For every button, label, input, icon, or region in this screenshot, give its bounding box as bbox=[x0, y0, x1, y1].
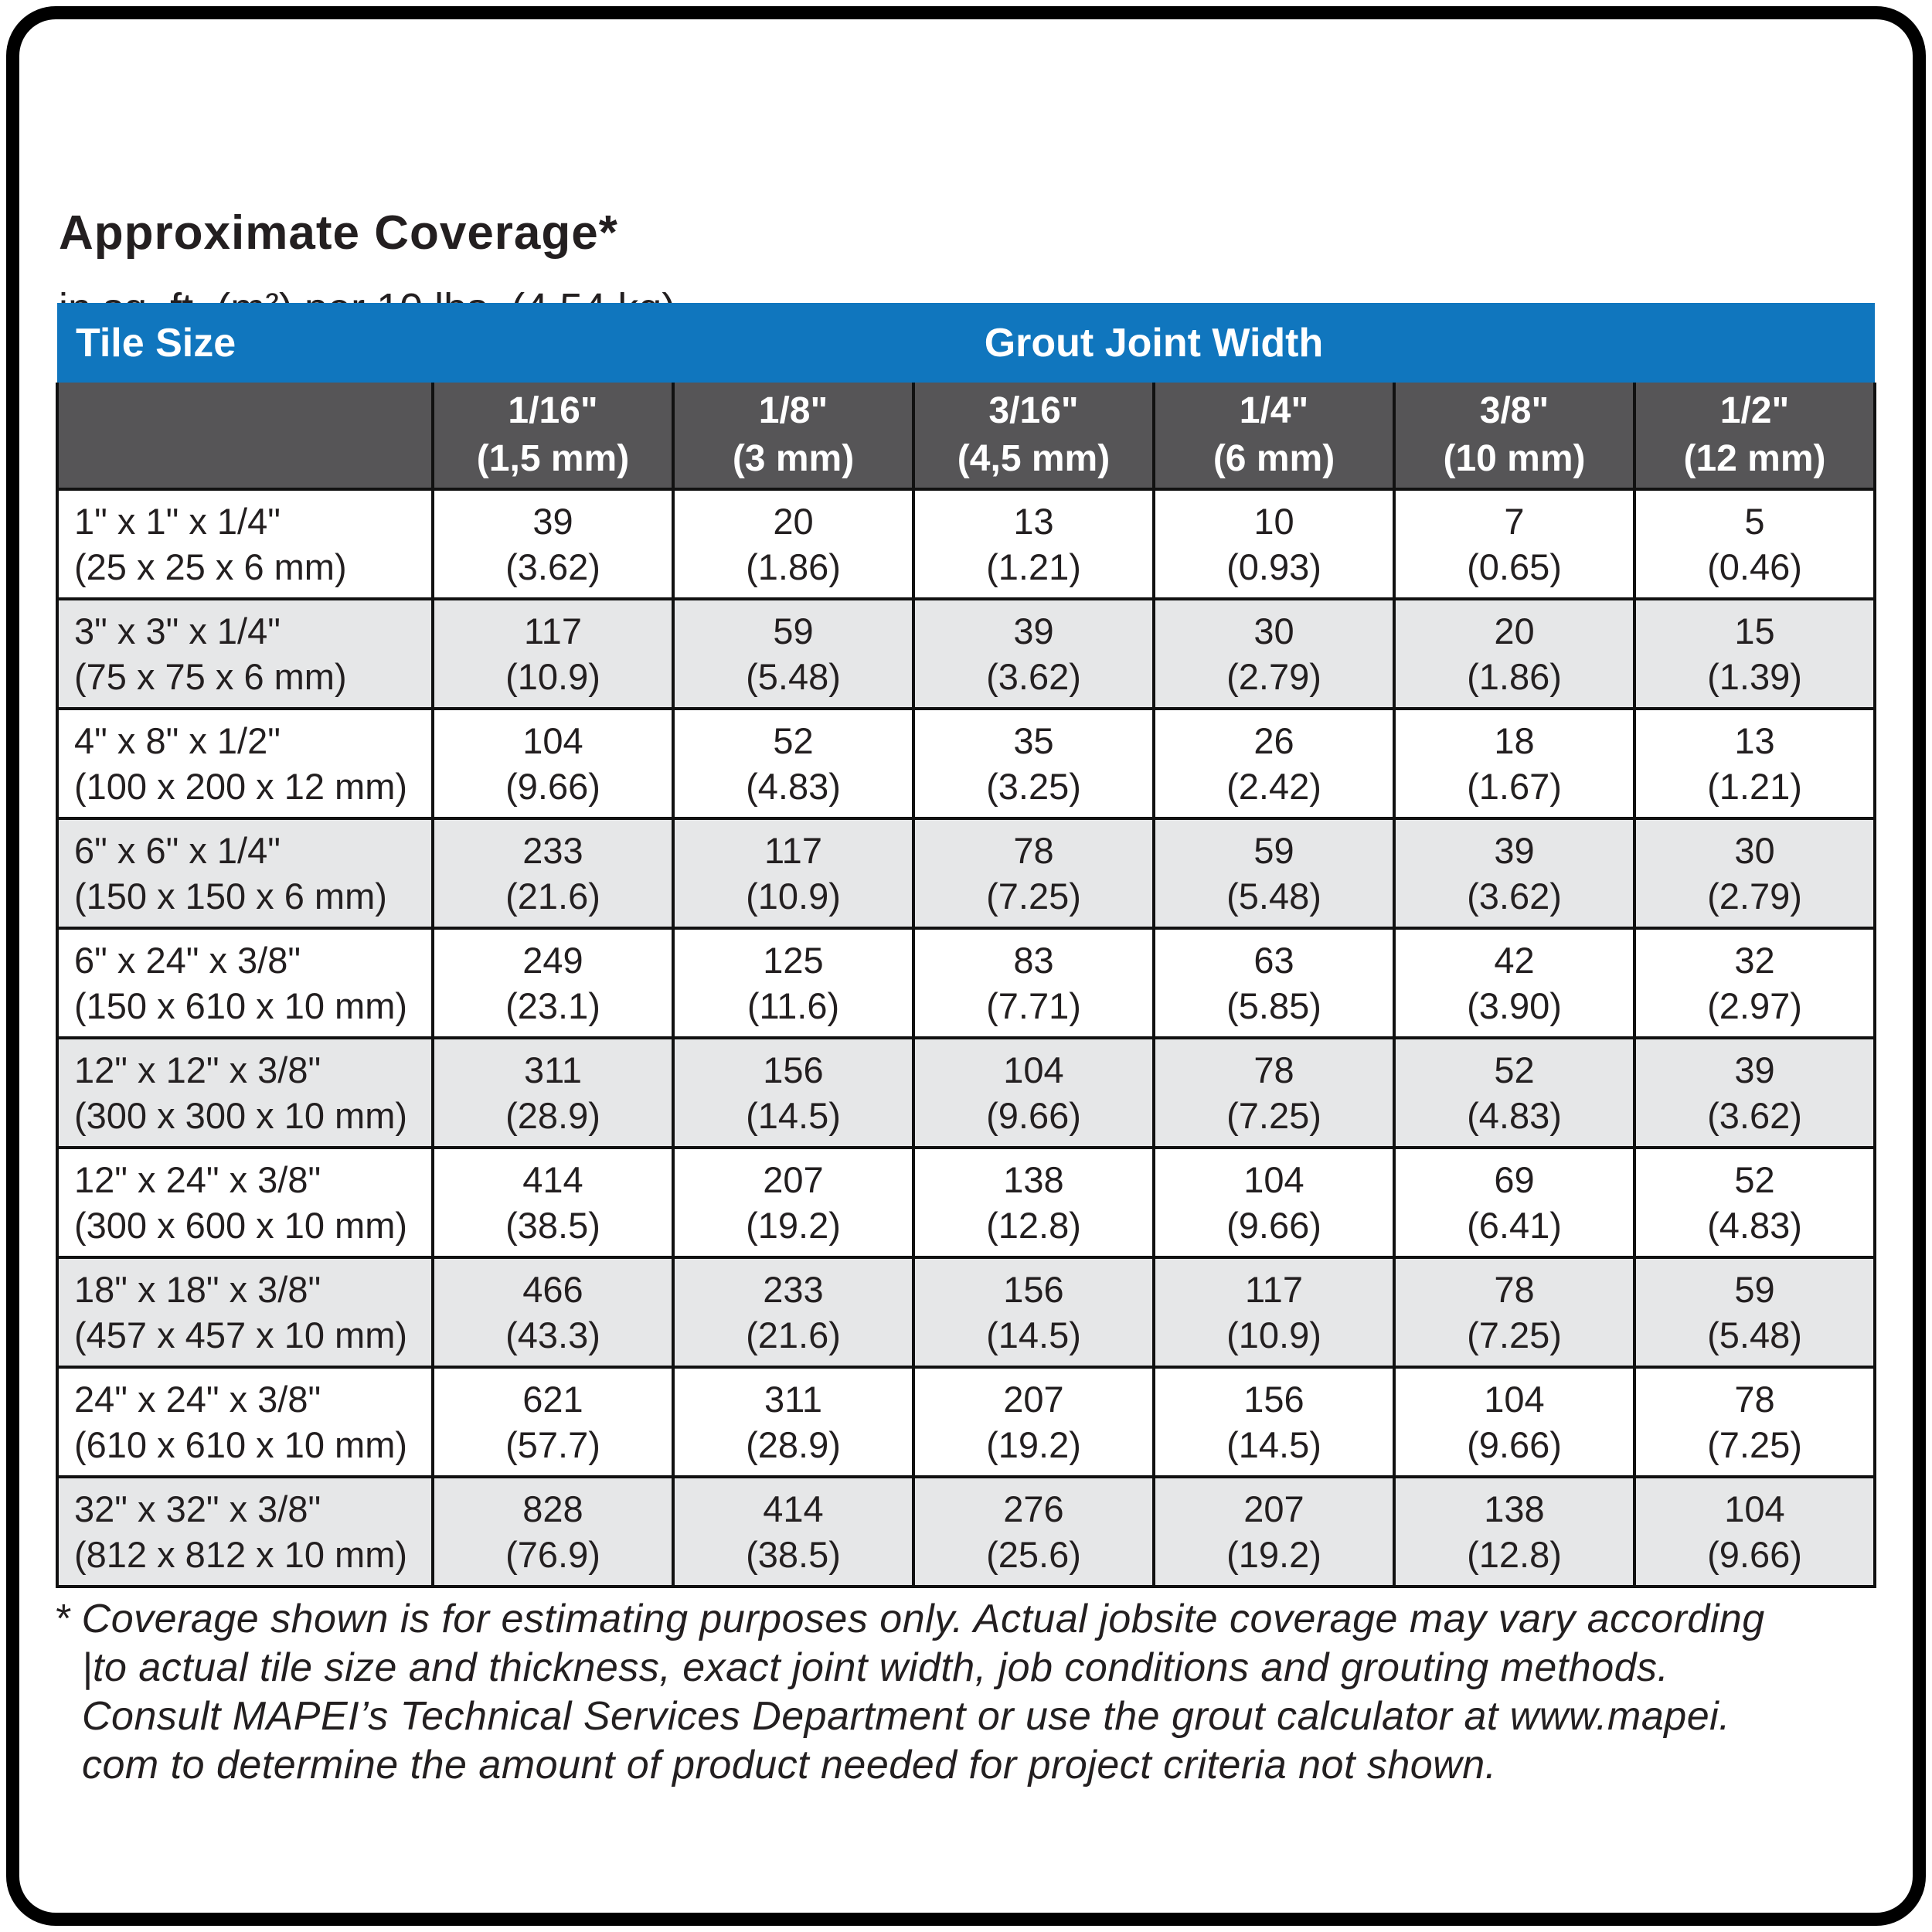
coverage-cell bbox=[1634, 1257, 1875, 1367]
tile-size-metric: (100 x 200 x 12 mm) bbox=[74, 766, 408, 807]
coverage-sqft: 233 bbox=[522, 830, 583, 871]
tile-size-inches: 24" x 24" x 3/8" bbox=[74, 1379, 321, 1420]
coverage-sqft: 156 bbox=[1243, 1379, 1304, 1420]
coverage-cell bbox=[673, 709, 913, 818]
joint-width-column-1-4 bbox=[1154, 383, 1394, 489]
footnote bbox=[54, 1595, 1893, 1790]
tile-size-metric: (25 x 25 x 6 mm) bbox=[74, 546, 347, 587]
table-row bbox=[57, 928, 1875, 1038]
joint-width-metric: (1,5 mm) bbox=[476, 438, 630, 479]
coverage-sqft: 42 bbox=[1494, 940, 1535, 981]
coverage-m2: (7.25) bbox=[1226, 1095, 1321, 1136]
coverage-sqft: 104 bbox=[522, 720, 583, 761]
coverage-m2: (10.9) bbox=[505, 656, 600, 697]
coverage-cell bbox=[433, 599, 673, 709]
footnote-line: com to determine the amount of product needed for project criteria not shown. bbox=[82, 1743, 1497, 1787]
coverage-m2: (3.62) bbox=[986, 656, 1081, 697]
coverage-sqft: 117 bbox=[1245, 1269, 1303, 1310]
coverage-sqft: 104 bbox=[1724, 1488, 1785, 1529]
coverage-m2: (9.66) bbox=[505, 766, 600, 807]
joint-width-column-1-8 bbox=[673, 383, 913, 489]
coverage-sqft: 59 bbox=[1253, 830, 1294, 871]
coverage-m2: (3.62) bbox=[1467, 876, 1562, 917]
coverage-m2: (1.86) bbox=[1467, 656, 1562, 697]
coverage-m2: (7.71) bbox=[986, 985, 1081, 1026]
coverage-sqft: 104 bbox=[1484, 1379, 1545, 1420]
coverage-m2: (7.25) bbox=[1707, 1424, 1802, 1465]
coverage-m2: (14.5) bbox=[746, 1095, 841, 1136]
coverage-m2: (12.8) bbox=[986, 1205, 1081, 1246]
coverage-sqft: 311 bbox=[764, 1379, 822, 1420]
coverage-cell bbox=[1154, 1367, 1394, 1477]
coverage-sqft: 52 bbox=[1734, 1159, 1775, 1200]
coverage-m2: (14.5) bbox=[1226, 1424, 1321, 1465]
coverage-m2: (1.21) bbox=[1707, 766, 1802, 807]
coverage-cell bbox=[1634, 1038, 1875, 1148]
coverage-m2: (28.9) bbox=[746, 1424, 841, 1465]
joint-width-metric: (10 mm) bbox=[1443, 438, 1586, 479]
tile-size-cell bbox=[57, 1148, 433, 1257]
table-row bbox=[57, 599, 1875, 709]
tile-size-metric: (457 x 457 x 10 mm) bbox=[74, 1315, 408, 1355]
coverage-cell bbox=[1394, 1257, 1634, 1367]
table-header-row bbox=[57, 303, 1875, 383]
coverage-sqft: 69 bbox=[1494, 1159, 1535, 1200]
coverage-cell bbox=[433, 709, 673, 818]
coverage-m2: (4.83) bbox=[746, 766, 841, 807]
coverage-cell bbox=[1394, 818, 1634, 928]
tile-size-metric: (75 x 75 x 6 mm) bbox=[74, 656, 347, 697]
coverage-m2: (1.86) bbox=[746, 546, 841, 587]
coverage-cell bbox=[1154, 1038, 1394, 1148]
joint-width-column-1-16 bbox=[433, 383, 673, 489]
coverage-cell bbox=[913, 489, 1154, 599]
coverage-m2: (3.90) bbox=[1467, 985, 1562, 1026]
coverage-cell bbox=[433, 818, 673, 928]
coverage-cell bbox=[1154, 928, 1394, 1038]
coverage-m2: (10.9) bbox=[1226, 1315, 1321, 1355]
tile-size-cell bbox=[57, 489, 433, 599]
table-row bbox=[57, 1477, 1875, 1587]
coverage-sqft: 30 bbox=[1734, 830, 1775, 871]
tile-size-metric: (300 x 300 x 10 mm) bbox=[74, 1095, 408, 1136]
coverage-sqft: 59 bbox=[773, 611, 814, 651]
tile-size-inches: 1" x 1" x 1/4" bbox=[74, 501, 281, 542]
coverage-sqft: 207 bbox=[1243, 1488, 1304, 1529]
subheader-spacer bbox=[57, 383, 433, 489]
coverage-sqft: 83 bbox=[1013, 940, 1054, 981]
coverage-sqft: 276 bbox=[1003, 1488, 1064, 1529]
footnote-line: * Coverage shown is for estimating purposes only. Actual jobsite coverage may vary according bbox=[54, 1597, 1765, 1641]
coverage-table-wrap bbox=[56, 303, 1876, 1588]
table-row bbox=[57, 489, 1875, 599]
coverage-cell bbox=[433, 1477, 673, 1587]
coverage-m2: (2.97) bbox=[1707, 985, 1802, 1026]
coverage-cell bbox=[913, 1038, 1154, 1148]
coverage-sqft: 39 bbox=[1013, 611, 1054, 651]
coverage-cell bbox=[1394, 928, 1634, 1038]
coverage-sqft: 20 bbox=[1494, 611, 1535, 651]
coverage-m2: (2.79) bbox=[1226, 656, 1321, 697]
coverage-cell bbox=[1634, 599, 1875, 709]
table-row bbox=[57, 709, 1875, 818]
coverage-sqft: 117 bbox=[524, 611, 582, 651]
coverage-m2: (6.41) bbox=[1467, 1205, 1562, 1246]
coverage-sqft: 32 bbox=[1734, 940, 1775, 981]
joint-width-column-3-8 bbox=[1394, 383, 1634, 489]
coverage-cell bbox=[1394, 599, 1634, 709]
coverage-sqft: 13 bbox=[1734, 720, 1775, 761]
coverage-m2: (38.5) bbox=[746, 1534, 841, 1575]
coverage-m2: (5.85) bbox=[1226, 985, 1321, 1026]
coverage-sqft: 414 bbox=[522, 1159, 583, 1200]
coverage-m2: (0.46) bbox=[1707, 546, 1802, 587]
coverage-m2: (10.9) bbox=[746, 876, 841, 917]
coverage-m2: (7.25) bbox=[1467, 1315, 1562, 1355]
coverage-cell bbox=[673, 1477, 913, 1587]
coverage-cell bbox=[433, 489, 673, 599]
coverage-m2: (0.65) bbox=[1467, 546, 1562, 587]
joint-width-inches: 1/16" bbox=[508, 390, 598, 431]
footnote-line: Consult MAPEI’s Technical Services Department or use the grout calculator at www.mapei. bbox=[82, 1694, 1731, 1739]
coverage-m2: (76.9) bbox=[505, 1534, 600, 1575]
coverage-cell bbox=[1154, 818, 1394, 928]
table-row bbox=[57, 818, 1875, 928]
coverage-table bbox=[56, 303, 1876, 1588]
coverage-cell bbox=[913, 1367, 1154, 1477]
coverage-m2: (57.7) bbox=[505, 1424, 600, 1465]
tile-size-header: Tile Size bbox=[57, 303, 433, 383]
tile-size-inches: 12" x 12" x 3/8" bbox=[74, 1049, 321, 1090]
coverage-sqft: 78 bbox=[1013, 830, 1054, 871]
joint-width-inches: 3/16" bbox=[988, 390, 1079, 431]
coverage-sqft: 39 bbox=[1494, 830, 1535, 871]
coverage-cell bbox=[1394, 709, 1634, 818]
coverage-m2: (25.6) bbox=[986, 1534, 1081, 1575]
page-title: Approximate Coverage* bbox=[59, 206, 618, 260]
coverage-sqft: 15 bbox=[1734, 611, 1775, 651]
coverage-m2: (2.42) bbox=[1226, 766, 1321, 807]
tile-size-cell bbox=[57, 1367, 433, 1477]
coverage-cell bbox=[673, 1148, 913, 1257]
coverage-m2: (11.6) bbox=[747, 985, 840, 1026]
tile-size-inches: 32" x 32" x 3/8" bbox=[74, 1488, 321, 1529]
coverage-cell bbox=[1154, 1257, 1394, 1367]
coverage-sqft: 7 bbox=[1504, 501, 1525, 542]
coverage-cell bbox=[1154, 709, 1394, 818]
coverage-cell bbox=[1634, 1477, 1875, 1587]
tile-size-inches: 6" x 6" x 1/4" bbox=[74, 830, 281, 871]
coverage-cell bbox=[1394, 1477, 1634, 1587]
coverage-m2: (19.2) bbox=[1226, 1534, 1321, 1575]
coverage-cell bbox=[673, 1367, 913, 1477]
tile-size-cell bbox=[57, 1038, 433, 1148]
coverage-m2: (9.66) bbox=[986, 1095, 1081, 1136]
table-row bbox=[57, 1367, 1875, 1477]
coverage-m2: (1.21) bbox=[986, 546, 1081, 587]
coverage-cell bbox=[1634, 1367, 1875, 1477]
coverage-sqft: 20 bbox=[773, 501, 814, 542]
coverage-cell bbox=[1634, 928, 1875, 1038]
joint-width-inches: 1/8" bbox=[758, 390, 828, 431]
coverage-sqft: 233 bbox=[763, 1269, 824, 1310]
tile-size-inches: 4" x 8" x 1/2" bbox=[74, 720, 281, 761]
coverage-m2: (0.93) bbox=[1226, 546, 1321, 587]
coverage-cell bbox=[913, 928, 1154, 1038]
tile-size-cell bbox=[57, 1477, 433, 1587]
coverage-sqft: 104 bbox=[1003, 1049, 1064, 1090]
joint-width-inches: 1/2" bbox=[1719, 390, 1790, 431]
coverage-sqft: 39 bbox=[1734, 1049, 1775, 1090]
coverage-cell bbox=[1154, 599, 1394, 709]
coverage-cell bbox=[1634, 709, 1875, 818]
coverage-cell bbox=[673, 489, 913, 599]
tile-size-inches: 18" x 18" x 3/8" bbox=[74, 1269, 321, 1310]
coverage-cell bbox=[433, 1038, 673, 1148]
coverage-m2: (5.48) bbox=[746, 656, 841, 697]
coverage-m2: (43.3) bbox=[505, 1315, 600, 1355]
coverage-m2: (4.83) bbox=[1707, 1205, 1802, 1246]
joint-width-metric: (3 mm) bbox=[732, 438, 855, 479]
coverage-cell bbox=[433, 1148, 673, 1257]
tile-size-cell bbox=[57, 1257, 433, 1367]
coverage-m2: (23.1) bbox=[505, 985, 600, 1026]
joint-width-subheader-row bbox=[57, 383, 1875, 489]
coverage-cell bbox=[433, 1257, 673, 1367]
coverage-sqft: 63 bbox=[1253, 940, 1294, 981]
coverage-sqft: 78 bbox=[1494, 1269, 1535, 1310]
coverage-m2: (19.2) bbox=[746, 1205, 841, 1246]
coverage-cell bbox=[913, 599, 1154, 709]
coverage-cell bbox=[1634, 1148, 1875, 1257]
coverage-m2: (9.66) bbox=[1226, 1205, 1321, 1246]
coverage-cell bbox=[913, 1477, 1154, 1587]
tile-size-cell bbox=[57, 709, 433, 818]
tile-size-cell bbox=[57, 928, 433, 1038]
coverage-sqft: 35 bbox=[1013, 720, 1054, 761]
coverage-sqft: 311 bbox=[524, 1049, 582, 1090]
coverage-cell bbox=[913, 1257, 1154, 1367]
coverage-cell bbox=[1394, 1038, 1634, 1148]
coverage-cell bbox=[1154, 489, 1394, 599]
table-row bbox=[57, 1148, 1875, 1257]
coverage-cell bbox=[673, 1257, 913, 1367]
footnote-line: |to actual tile size and thickness, exact joint width, job conditions and grouting methods. bbox=[82, 1645, 1669, 1690]
coverage-sqft: 52 bbox=[1494, 1049, 1535, 1090]
table-row bbox=[57, 1038, 1875, 1148]
coverage-sqft: 13 bbox=[1013, 501, 1054, 542]
coverage-cell bbox=[1394, 1148, 1634, 1257]
coverage-sqft: 156 bbox=[763, 1049, 824, 1090]
coverage-sqft: 18 bbox=[1494, 720, 1535, 761]
coverage-sqft: 621 bbox=[522, 1379, 583, 1420]
coverage-m2: (5.48) bbox=[1707, 1315, 1802, 1355]
coverage-cell bbox=[433, 1367, 673, 1477]
joint-width-column-1-2 bbox=[1634, 383, 1875, 489]
coverage-cell bbox=[913, 1148, 1154, 1257]
tile-size-inches: 3" x 3" x 1/4" bbox=[74, 611, 281, 651]
coverage-m2: (21.6) bbox=[746, 1315, 841, 1355]
coverage-m2: (19.2) bbox=[986, 1424, 1081, 1465]
coverage-sqft: 5 bbox=[1744, 501, 1765, 542]
coverage-sqft: 414 bbox=[763, 1488, 824, 1529]
coverage-sqft: 26 bbox=[1253, 720, 1294, 761]
tile-size-metric: (812 x 812 x 10 mm) bbox=[74, 1534, 408, 1575]
coverage-sqft: 138 bbox=[1003, 1159, 1064, 1200]
coverage-m2: (9.66) bbox=[1467, 1424, 1562, 1465]
coverage-sqft: 828 bbox=[522, 1488, 583, 1529]
coverage-cell bbox=[1634, 818, 1875, 928]
grout-joint-width-header: Grout Joint Width bbox=[433, 303, 1875, 383]
coverage-sqft: 138 bbox=[1484, 1488, 1545, 1529]
tile-size-metric: (300 x 600 x 10 mm) bbox=[74, 1205, 408, 1246]
coverage-cell bbox=[673, 599, 913, 709]
table-row bbox=[57, 1257, 1875, 1367]
coverage-m2: (38.5) bbox=[505, 1205, 600, 1246]
coverage-cell bbox=[673, 818, 913, 928]
coverage-cell bbox=[1394, 489, 1634, 599]
joint-width-metric: (12 mm) bbox=[1683, 438, 1826, 479]
coverage-sqft: 466 bbox=[522, 1269, 583, 1310]
coverage-cell bbox=[1394, 1367, 1634, 1477]
coverage-cell bbox=[1154, 1477, 1394, 1587]
coverage-sqft: 249 bbox=[522, 940, 583, 981]
coverage-m2: (1.39) bbox=[1707, 656, 1802, 697]
tile-size-inches: 12" x 24" x 3/8" bbox=[74, 1159, 321, 1200]
coverage-sqft: 125 bbox=[763, 940, 824, 981]
tile-size-cell bbox=[57, 599, 433, 709]
tile-size-metric: (150 x 610 x 10 mm) bbox=[74, 985, 408, 1026]
coverage-m2: (1.67) bbox=[1467, 766, 1562, 807]
joint-width-inches: 1/4" bbox=[1239, 390, 1309, 431]
coverage-m2: (12.8) bbox=[1467, 1534, 1562, 1575]
tile-size-metric: (610 x 610 x 10 mm) bbox=[74, 1424, 408, 1465]
coverage-m2: (3.25) bbox=[986, 766, 1081, 807]
coverage-m2: (21.6) bbox=[505, 876, 600, 917]
coverage-m2: (3.62) bbox=[505, 546, 600, 587]
coverage-m2: (9.66) bbox=[1707, 1534, 1802, 1575]
coverage-sqft: 156 bbox=[1003, 1269, 1064, 1310]
coverage-m2: (2.79) bbox=[1707, 876, 1802, 917]
coverage-cell bbox=[673, 928, 913, 1038]
tile-size-metric: (150 x 150 x 6 mm) bbox=[74, 876, 387, 917]
coverage-cell bbox=[673, 1038, 913, 1148]
coverage-m2: (7.25) bbox=[986, 876, 1081, 917]
coverage-cell bbox=[1154, 1148, 1394, 1257]
coverage-m2: (4.83) bbox=[1467, 1095, 1562, 1136]
coverage-sqft: 39 bbox=[532, 501, 573, 542]
coverage-sqft: 117 bbox=[764, 830, 822, 871]
coverage-sqft: 207 bbox=[763, 1159, 824, 1200]
joint-width-column-3-16 bbox=[913, 383, 1154, 489]
coverage-m2: (14.5) bbox=[986, 1315, 1081, 1355]
coverage-sqft: 30 bbox=[1253, 611, 1294, 651]
coverage-cell bbox=[913, 709, 1154, 818]
coverage-sqft: 52 bbox=[773, 720, 814, 761]
coverage-cell bbox=[1634, 489, 1875, 599]
coverage-sqft: 78 bbox=[1253, 1049, 1294, 1090]
coverage-sqft: 10 bbox=[1253, 501, 1294, 542]
coverage-cell bbox=[913, 818, 1154, 928]
tile-size-cell bbox=[57, 818, 433, 928]
coverage-sqft: 207 bbox=[1003, 1379, 1064, 1420]
coverage-m2: (28.9) bbox=[505, 1095, 600, 1136]
coverage-cell bbox=[433, 928, 673, 1038]
coverage-m2: (5.48) bbox=[1226, 876, 1321, 917]
coverage-sqft: 104 bbox=[1243, 1159, 1304, 1200]
joint-width-metric: (4,5 mm) bbox=[957, 438, 1111, 479]
coverage-sqft: 59 bbox=[1734, 1269, 1775, 1310]
joint-width-inches: 3/8" bbox=[1479, 390, 1549, 431]
coverage-m2: (3.62) bbox=[1707, 1095, 1802, 1136]
tile-size-inches: 6" x 24" x 3/8" bbox=[74, 940, 301, 981]
coverage-sqft: 78 bbox=[1734, 1379, 1775, 1420]
joint-width-metric: (6 mm) bbox=[1213, 438, 1335, 479]
